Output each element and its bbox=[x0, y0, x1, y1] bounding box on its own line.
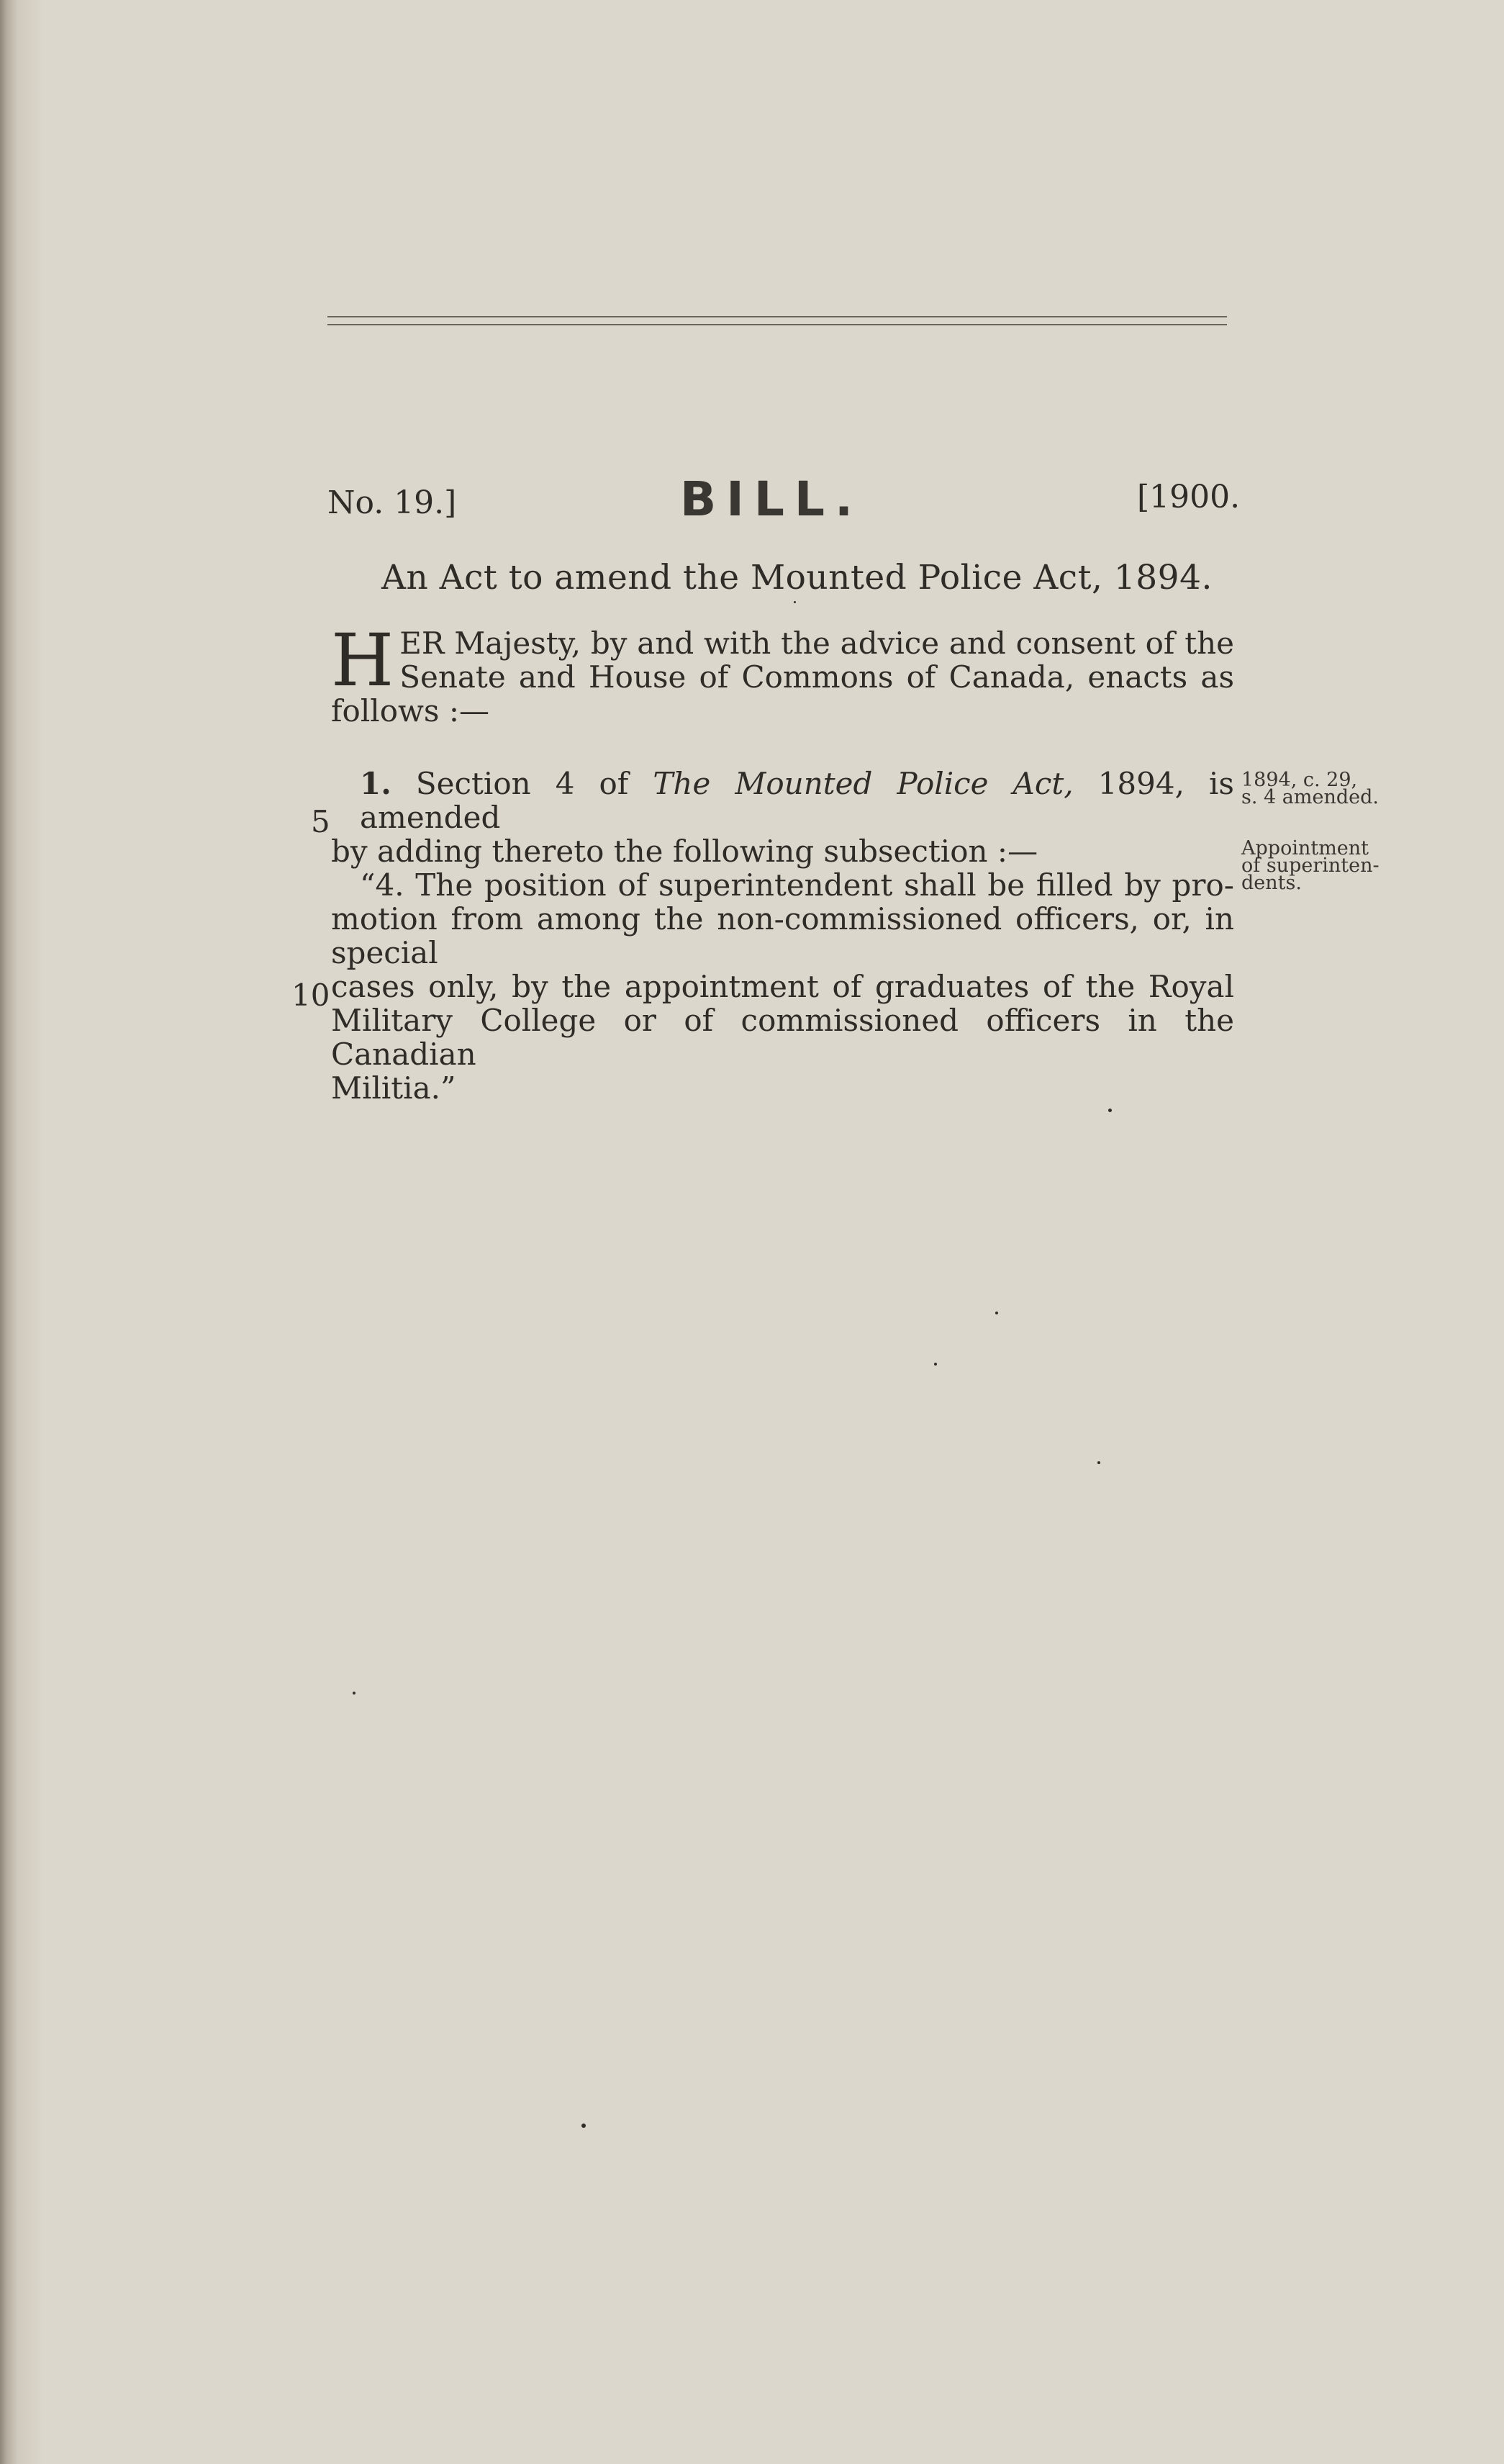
enacting-line-1: ER Majesty, by and with the advice and consent of the bbox=[399, 626, 1234, 661]
marginal-note-appointment bbox=[1241, 837, 1380, 894]
paper-speck bbox=[1108, 1109, 1112, 1112]
act-title: An Act to amend the Mounted Police Act, 1894. bbox=[381, 558, 1213, 597]
section-1 bbox=[331, 767, 1234, 1105]
marginal-note-2-line-2: of superinten- bbox=[1241, 854, 1380, 877]
bill-number: No. 19.] bbox=[327, 484, 457, 521]
drop-cap: H bbox=[331, 618, 394, 703]
section-line-6: Military College or of commissioned officers in the Canadian bbox=[331, 1003, 1234, 1072]
paper-speck bbox=[353, 1692, 355, 1694]
line-number-5: 5 bbox=[311, 804, 330, 839]
paper-speck bbox=[934, 1363, 937, 1366]
paper-speck bbox=[794, 601, 796, 603]
marginal-note-amendment bbox=[1241, 769, 1379, 808]
top-rule bbox=[327, 316, 1227, 317]
section-line-5: cases only, by the appointment of graduates of the Royal bbox=[331, 969, 1234, 1004]
paper-speck bbox=[581, 2124, 586, 2128]
enacting-line-3: follows :— bbox=[331, 693, 489, 728]
enacting-line-2: Senate and House of Commons of Canada, enacts as bbox=[399, 659, 1234, 695]
paper-speck bbox=[1097, 1461, 1100, 1464]
act-name-italic: The Mounted Police Act, bbox=[653, 766, 1074, 801]
section-line-3: “4. The position of superintendent shall be filled by pro- bbox=[360, 867, 1234, 903]
marginal-note-1-line-2: s. 4 amended. bbox=[1241, 786, 1379, 808]
top-rule-lower bbox=[327, 324, 1227, 325]
section-line-1 bbox=[331, 767, 1234, 834]
marginal-note-1-line-1: 1894, c. 29, bbox=[1241, 769, 1358, 791]
marginal-note-2-line-3: dents. bbox=[1241, 872, 1302, 894]
section-line-2: by adding thereto the following subsection :— bbox=[331, 834, 1038, 869]
section-line-7: Militia.” bbox=[331, 1070, 456, 1106]
line-number-10: 10 bbox=[291, 978, 330, 1013]
section-text-b: 1894, is amended bbox=[360, 766, 1234, 835]
section-number: 1. bbox=[360, 766, 391, 801]
marginal-note-2-line-1: Appointment bbox=[1241, 837, 1369, 859]
paper-speck bbox=[995, 1312, 998, 1314]
section-text-a: Section 4 of bbox=[415, 766, 629, 801]
bill-header bbox=[327, 471, 1241, 529]
bill-title: BILL. bbox=[680, 471, 864, 527]
enacting-clause bbox=[331, 618, 1234, 728]
bill-year: [1900. bbox=[1137, 479, 1241, 515]
section-line-4: motion from among the non-commissioned officers, or, in special bbox=[331, 901, 1234, 970]
